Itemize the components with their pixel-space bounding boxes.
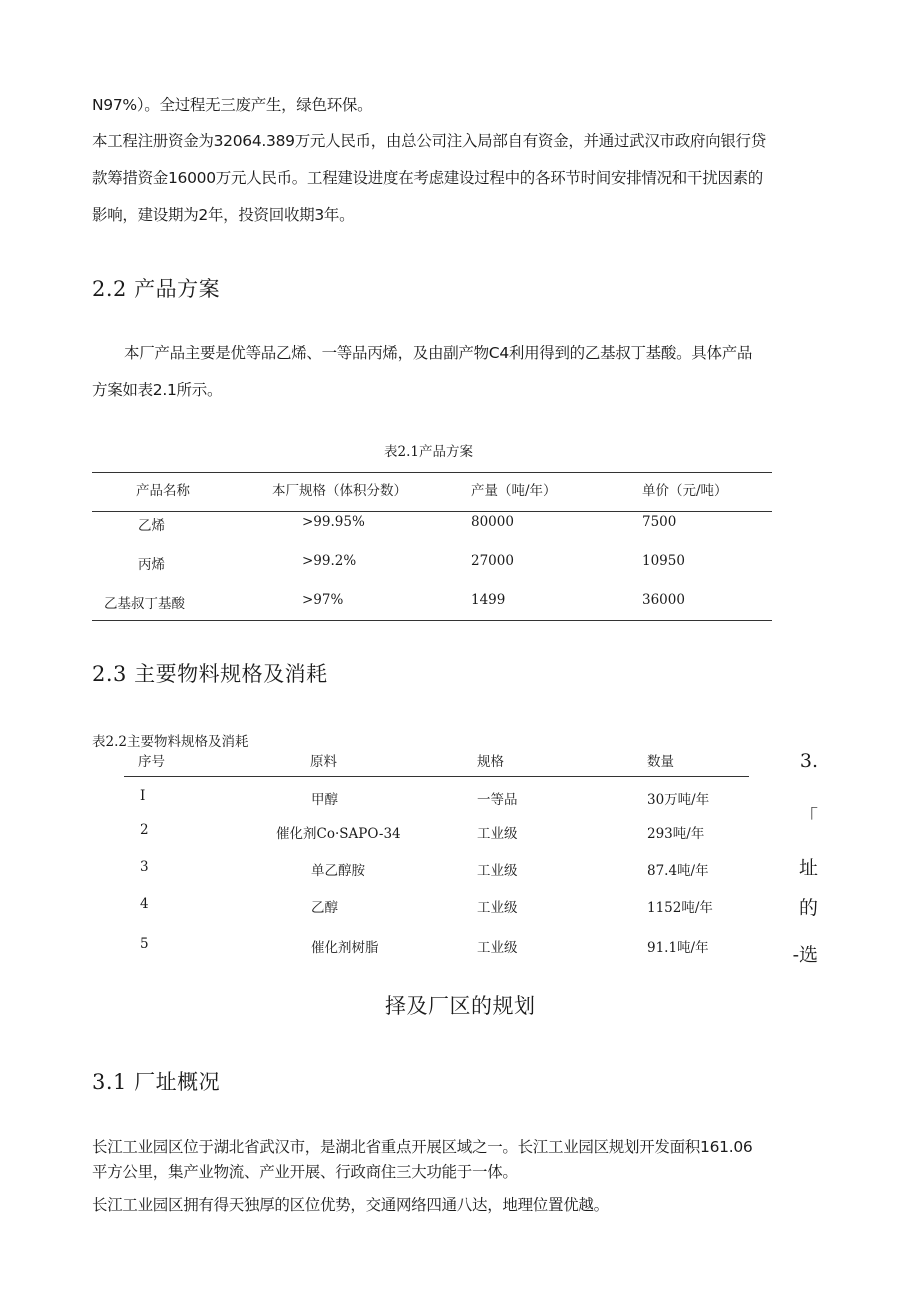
table-2-1-header-price: 单价（元/吨） — [642, 483, 728, 499]
section-2-2-para-2: 方案如表2.1所示。 — [92, 381, 223, 399]
table-2-2-cell: 单乙醇胺 — [311, 863, 365, 879]
table-2-1-header-output: 产量（吨/年） — [471, 483, 557, 499]
table-2-2-cell: 催化剂树脂 — [311, 940, 379, 956]
section-3-1-para-2: 平方公里，集产业物流、产业开展、行政商住三大功能于一体。 — [92, 1163, 518, 1181]
table-2-1-header-rule — [92, 511, 772, 512]
table-2-2-cell: 4 — [140, 896, 149, 912]
table-2-2-caption: 表2.2主要物料规格及消耗 — [92, 734, 249, 750]
table-2-2-cell: 乙醇 — [311, 900, 338, 916]
table-2-1-cell: 乙烯 — [138, 518, 165, 534]
table-2-1-cell: 80000 — [471, 514, 514, 530]
table-2-1-cell: 36000 — [642, 592, 685, 608]
section-3-1-title: 3.1 厂址概况 — [92, 1070, 221, 1094]
side-heading-fragment: -选 — [792, 944, 818, 966]
table-2-1-cell: 丙烯 — [138, 557, 165, 573]
table-2-1-cell: >99.2% — [302, 553, 357, 569]
table-2-2-cell: 一等品 — [477, 792, 518, 808]
table-2-2-cell: 1152吨/年 — [647, 900, 713, 916]
table-2-2-header-material: 原料 — [310, 754, 337, 770]
side-heading-fragment: 的 — [798, 897, 818, 919]
intro-line-4: 影响，建设期为2年，投资回收期3年。 — [92, 206, 355, 224]
table-2-1-cell: 27000 — [471, 553, 514, 569]
table-2-2-cell: I — [140, 788, 146, 804]
table-2-1-cell: 乙基叔丁基酸 — [104, 596, 185, 612]
table-2-1-cell: 7500 — [642, 514, 677, 530]
table-2-2-cell: 5 — [140, 936, 149, 952]
section-2-2-title: 2.2 产品方案 — [92, 277, 221, 301]
table-2-1-bottom-rule — [92, 620, 772, 621]
table-2-2-cell: 87.4吨/年 — [647, 863, 709, 879]
table-2-2-cell: 工业级 — [477, 826, 518, 842]
table-2-1-cell: 10950 — [642, 553, 685, 569]
intro-line-1: N97%）。全过程无三废产生，绿色环保。 — [92, 96, 373, 114]
table-2-2-header-no: 序号 — [138, 754, 165, 770]
table-2-2-cell: 293吨/年 — [647, 826, 705, 842]
table-2-2-cell: 甲醇 — [311, 792, 338, 808]
table-2-2-header-qty: 数量 — [647, 754, 674, 770]
table-2-2-cell: 3 — [140, 859, 149, 875]
section-3-1-para-1: 长江工业园区位于湖北省武汉市，是湖北省重点开展区域之一。长江工业园区规划开发面积161.06 — [92, 1138, 753, 1156]
table-2-2-cell: 工业级 — [477, 900, 518, 916]
table-2-1-header-spec: 本厂规格（体积分数） — [272, 483, 407, 499]
section-2-2-para-1: 本厂产品主要是优等品乙烯、一等品丙烯，及由副产物C4利用得到的乙基叔丁基酸。具体产品 — [124, 344, 753, 362]
side-heading-fragment: 址 — [798, 857, 818, 879]
table-2-1-header-name: 产品名称 — [136, 483, 190, 499]
intro-line-3: 款筹措资金16000万元人民币。工程建设进度在考虑建设过程中的各环节时间安排情况和干扰因素的 — [92, 169, 764, 187]
table-2-1-cell: >99.95% — [302, 514, 365, 530]
section-2-3-title: 2.3 主要物料规格及消耗 — [92, 662, 328, 686]
table-2-2-cell: 催化剂Co·SAPO-34 — [276, 826, 401, 842]
table-2-1-cell: 1499 — [471, 592, 506, 608]
section-3-1-para-3: 长江工业园区拥有得天独厚的区位优势，交通网络四通八达，地理位置优越。 — [92, 1196, 609, 1214]
table-2-2-cell: 30万吨/年 — [647, 792, 710, 808]
side-heading-fragment: 3. — [799, 750, 818, 772]
side-heading-continuation: 择及厂区的规划 — [385, 994, 536, 1018]
table-2-2-cell: 工业级 — [477, 940, 518, 956]
table-2-2-header-spec: 规格 — [477, 754, 504, 770]
table-2-1-cell: >97% — [302, 592, 344, 608]
table-2-2-cell: 91.1吨/年 — [647, 940, 709, 956]
table-2-2-cell: 工业级 — [477, 863, 518, 879]
table-2-2-header-rule — [124, 776, 749, 777]
table-2-2-cell: 2 — [140, 822, 149, 838]
intro-line-2: 本工程注册资金为32064.389万元人民币，由总公司注入局部自有资金，并通过武汉市政府向银行贷 — [92, 132, 766, 150]
side-heading-fragment: 「 — [798, 806, 818, 828]
table-2-1-caption: 表2.1产品方案 — [384, 444, 473, 460]
table-2-1-top-rule — [92, 472, 772, 473]
